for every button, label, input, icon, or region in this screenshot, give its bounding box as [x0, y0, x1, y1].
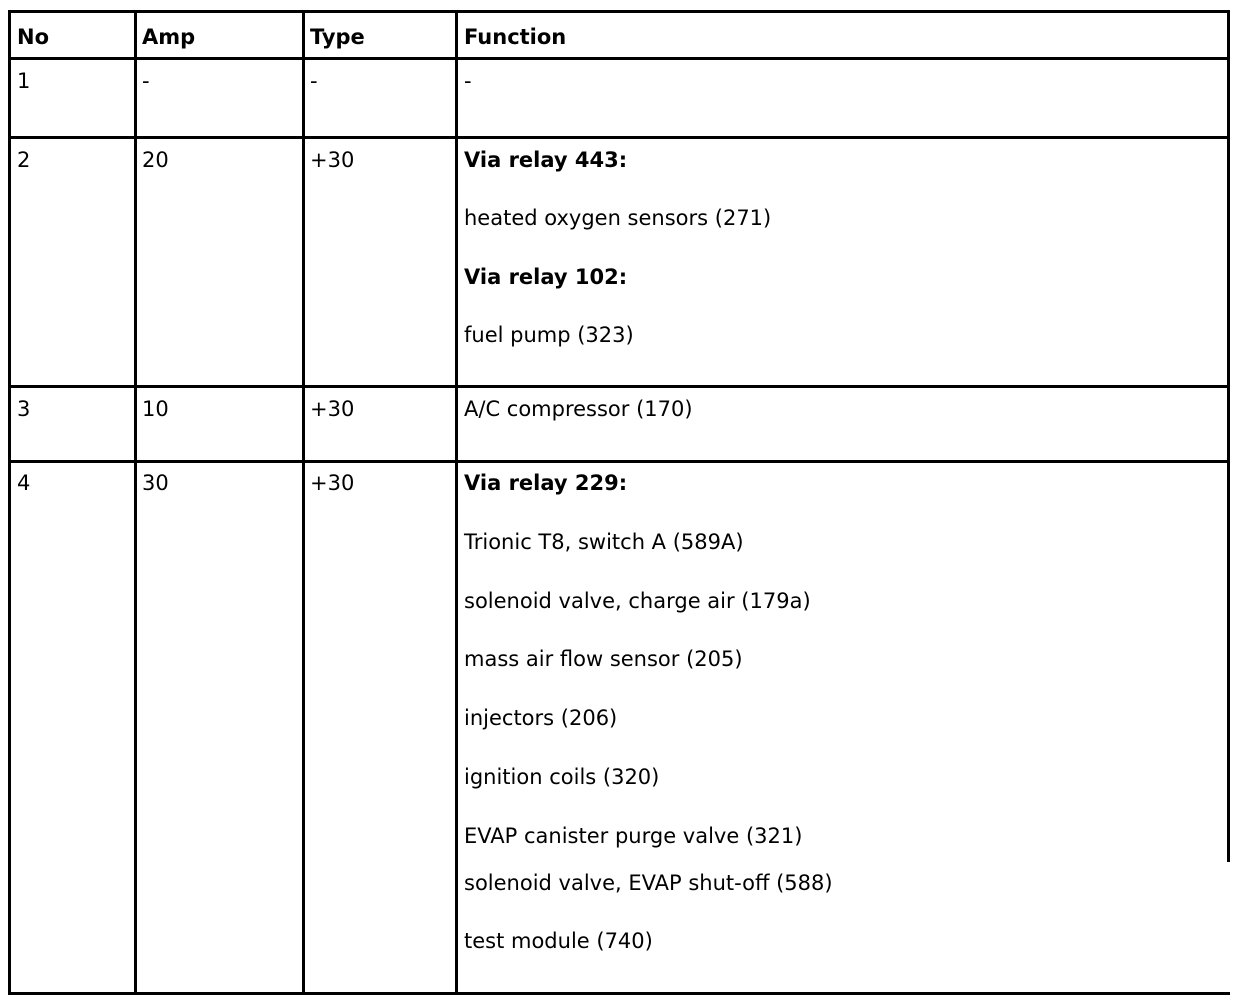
table-border-bottom [8, 992, 1230, 995]
row-divider-1 [8, 136, 1230, 139]
row-3-function-line: A/C compressor (170) [464, 397, 693, 421]
row-1-function-line: - [464, 69, 472, 93]
row-4-function-line: test module (740) [464, 929, 653, 953]
row-4-function-line: injectors (206) [464, 706, 618, 730]
row-1-no: 1 [17, 69, 31, 93]
header-function: Function [464, 25, 567, 49]
header-type: Type [310, 25, 365, 49]
row-2-function-line: fuel pump (323) [464, 323, 634, 347]
row-2-function-line: Via relay 102: [464, 265, 628, 289]
fuse-table [8, 10, 1230, 995]
row-4-function-line: Trionic T8, switch A (589A) [464, 530, 744, 554]
row-3-type: +30 [310, 397, 355, 421]
row-4-no: 4 [17, 471, 31, 495]
row-3-amp: 10 [142, 397, 169, 421]
row-4-function-line: Via relay 229: [464, 471, 628, 495]
row-4-function-line: EVAP canister purge valve (321) [464, 824, 803, 848]
col-divider-amp [134, 10, 137, 995]
col-divider-type [302, 10, 305, 995]
row-2-function-line: heated oxygen sensors (271) [464, 206, 772, 230]
row-2-type: +30 [310, 148, 355, 172]
header-no: No [17, 25, 50, 49]
row-3-no: 3 [17, 397, 31, 421]
row-4-function-line: ignition coils (320) [464, 765, 660, 789]
row-4-type: +30 [310, 471, 355, 495]
row-2-function-line: Via relay 443: [464, 148, 628, 172]
row-2-amp: 20 [142, 148, 169, 172]
row-divider-2 [8, 385, 1230, 388]
header-divider [8, 57, 1230, 60]
table-border-left [8, 10, 11, 995]
table-border-right [1227, 10, 1230, 862]
col-divider-function [455, 10, 458, 995]
table-border-top [8, 10, 1230, 13]
header-amp: Amp [142, 25, 196, 49]
row-4-function-line: solenoid valve, EVAP shut-off (588) [464, 871, 833, 895]
row-4-amp: 30 [142, 471, 169, 495]
row-2-no: 2 [17, 148, 31, 172]
row-1-amp: - [142, 69, 150, 93]
row-divider-3 [8, 460, 1230, 463]
row-1-type: - [310, 69, 318, 93]
row-4-function-line: solenoid valve, charge air (179a) [464, 589, 811, 613]
row-4-function-line: mass air flow sensor (205) [464, 647, 743, 671]
